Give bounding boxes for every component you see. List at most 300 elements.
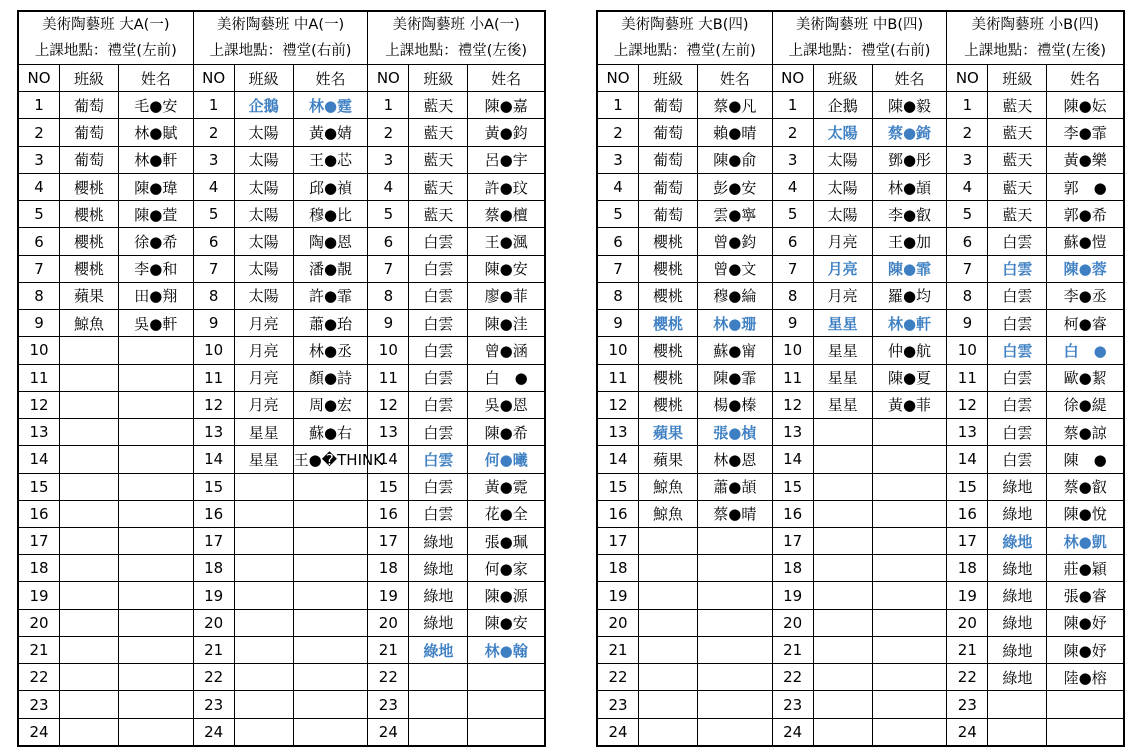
row-class: 月亮 — [813, 228, 872, 255]
table-row — [19, 555, 193, 582]
table-row — [368, 582, 544, 609]
table-row — [194, 310, 368, 337]
row-no: 9 — [368, 310, 409, 337]
table-row — [947, 555, 1123, 582]
row-no: 17 — [773, 527, 814, 554]
table-row — [947, 691, 1123, 718]
row-class: 白雲 — [988, 310, 1047, 337]
table-row — [598, 419, 772, 446]
table-row — [368, 419, 544, 446]
row-no: 3 — [773, 146, 814, 173]
table-row — [368, 446, 544, 473]
row-no: 8 — [368, 282, 409, 309]
row-no: 10 — [773, 337, 814, 364]
row-no: 5 — [773, 201, 814, 228]
row-class: 星星 — [234, 419, 293, 446]
row-class: 太陽 — [234, 119, 293, 146]
row-class: 白雲 — [988, 255, 1047, 282]
row-class — [234, 691, 293, 718]
row-class: 白雲 — [409, 255, 468, 282]
header-row — [19, 65, 193, 92]
row-no: 23 — [773, 691, 814, 718]
table-row — [19, 92, 193, 119]
table-row — [947, 718, 1123, 745]
row-class: 白雲 — [409, 419, 468, 446]
row-name: 林●翰 — [468, 636, 544, 663]
table-row — [773, 228, 947, 255]
row-no: 2 — [773, 119, 814, 146]
header-no: NO — [194, 65, 235, 92]
row-no: 22 — [947, 664, 988, 691]
table-row — [368, 473, 544, 500]
row-name: 許●霏 — [293, 282, 367, 309]
table-row — [773, 310, 947, 337]
row-no: 20 — [19, 609, 60, 636]
table-row — [19, 282, 193, 309]
row-no: 11 — [947, 364, 988, 391]
row-name: 賴●晴 — [698, 119, 772, 146]
row-name: 何●曦 — [468, 446, 544, 473]
row-name: 王●渢 — [468, 228, 544, 255]
row-name: 許●玟 — [468, 173, 544, 200]
class-roster — [598, 12, 773, 745]
class-location: 上課地點：禮堂(左後) — [947, 38, 1123, 65]
header-row — [947, 65, 1123, 92]
row-class: 綠地 — [409, 609, 468, 636]
header-row — [194, 65, 368, 92]
row-class — [639, 718, 698, 745]
class-roster — [194, 12, 384, 745]
row-name — [119, 337, 193, 364]
row-name: 張●珮 — [468, 527, 544, 554]
table-row — [773, 691, 947, 718]
table-row — [947, 173, 1123, 200]
row-name: 歐●絜 — [1047, 364, 1123, 391]
table-row — [194, 718, 368, 745]
row-class: 綠地 — [988, 582, 1047, 609]
row-no: 23 — [947, 691, 988, 718]
row-name: 羅●均 — [872, 282, 946, 309]
header-class: 班級 — [988, 65, 1047, 92]
row-name — [119, 555, 193, 582]
row-class — [234, 636, 293, 663]
row-no: 10 — [947, 337, 988, 364]
row-class — [988, 718, 1047, 745]
row-class: 白雲 — [988, 337, 1047, 364]
class-roster — [19, 12, 194, 745]
row-class — [234, 555, 293, 582]
row-no: 23 — [194, 691, 235, 718]
row-class: 白雲 — [409, 282, 468, 309]
table-row — [194, 609, 368, 636]
row-no: 1 — [598, 92, 639, 119]
row-name: 林●凱 — [1047, 527, 1123, 554]
row-name — [119, 446, 193, 473]
row-name — [872, 718, 946, 745]
row-class — [234, 527, 293, 554]
row-name — [119, 664, 193, 691]
header-no: NO — [368, 65, 409, 92]
table-row — [598, 391, 772, 418]
row-class — [813, 527, 872, 554]
table-row — [947, 119, 1123, 146]
table-row — [773, 718, 947, 745]
row-name: 陳●妤 — [1047, 609, 1123, 636]
row-class — [60, 555, 119, 582]
row-class — [234, 718, 293, 745]
row-no: 15 — [19, 473, 60, 500]
row-class — [409, 718, 468, 745]
table-row — [194, 500, 368, 527]
roster-table — [194, 65, 384, 745]
row-class: 星星 — [234, 446, 293, 473]
class-location: 上課地點：禮堂(右前) — [773, 38, 947, 65]
row-class: 鯨魚 — [60, 310, 119, 337]
row-name — [872, 555, 946, 582]
table-row — [368, 527, 544, 554]
row-name: 蔡●叡 — [1047, 473, 1123, 500]
header-no: NO — [773, 65, 814, 92]
row-class: 櫻桃 — [60, 255, 119, 282]
row-no: 18 — [19, 555, 60, 582]
row-class — [60, 473, 119, 500]
row-name: 彭●安 — [698, 173, 772, 200]
row-no: 4 — [368, 173, 409, 200]
table-row — [947, 310, 1123, 337]
table-row — [19, 391, 193, 418]
row-class: 藍天 — [988, 92, 1047, 119]
row-name — [293, 527, 367, 554]
row-class: 白雲 — [409, 337, 468, 364]
table-row — [598, 173, 772, 200]
row-class — [813, 446, 872, 473]
row-name — [468, 664, 544, 691]
row-class: 藍天 — [409, 146, 468, 173]
table-row — [773, 473, 947, 500]
row-no: 3 — [19, 146, 60, 173]
row-no: 14 — [19, 446, 60, 473]
row-class: 白雲 — [409, 500, 468, 527]
row-no: 17 — [19, 527, 60, 554]
row-no: 15 — [194, 473, 235, 500]
row-class: 蘋果 — [639, 419, 698, 446]
row-no: 7 — [773, 255, 814, 282]
row-name — [872, 473, 946, 500]
table-row — [368, 310, 544, 337]
table-row — [194, 636, 368, 663]
row-name: 徐●希 — [119, 228, 193, 255]
row-class — [639, 555, 698, 582]
row-name — [119, 691, 193, 718]
row-class: 星星 — [813, 310, 872, 337]
header-name: 姓名 — [872, 65, 946, 92]
header-class: 班級 — [60, 65, 119, 92]
row-no: 21 — [368, 636, 409, 663]
row-class — [639, 664, 698, 691]
row-class: 葡萄 — [60, 146, 119, 173]
row-name: 白 ● — [1047, 337, 1123, 364]
table-row — [194, 92, 368, 119]
row-name — [698, 555, 772, 582]
row-class: 月亮 — [234, 310, 293, 337]
row-class — [60, 391, 119, 418]
row-name: 蔡●凡 — [698, 92, 772, 119]
header-class: 班級 — [409, 65, 468, 92]
row-name: 陳 ● — [1047, 446, 1123, 473]
row-name: 林●軒 — [119, 146, 193, 173]
table-row — [947, 419, 1123, 446]
row-no: 1 — [947, 92, 988, 119]
row-class — [639, 609, 698, 636]
row-name — [119, 582, 193, 609]
table-row — [368, 691, 544, 718]
row-no: 5 — [947, 201, 988, 228]
row-name — [293, 555, 367, 582]
row-class: 白雲 — [988, 391, 1047, 418]
row-class: 綠地 — [988, 555, 1047, 582]
row-no: 2 — [368, 119, 409, 146]
row-no: 13 — [19, 419, 60, 446]
table-row — [598, 636, 772, 663]
class-title: 美術陶藝班 小B(四) — [971, 17, 1099, 33]
row-name — [872, 500, 946, 527]
row-no: 20 — [598, 609, 639, 636]
row-name: 楊●榛 — [698, 391, 772, 418]
table-row — [368, 664, 544, 691]
row-class — [639, 527, 698, 554]
row-no: 7 — [194, 255, 235, 282]
row-no: 6 — [947, 228, 988, 255]
row-name: 黃●霓 — [468, 473, 544, 500]
row-class — [813, 555, 872, 582]
row-name: 林●恩 — [698, 446, 772, 473]
class-location: 上課地點：禮堂(左前) — [19, 38, 193, 65]
row-name: 蘇●甯 — [698, 337, 772, 364]
row-name — [698, 691, 772, 718]
row-name: 蕭●頡 — [698, 473, 772, 500]
row-name — [293, 473, 367, 500]
row-name — [119, 364, 193, 391]
row-name — [872, 419, 946, 446]
row-name — [119, 473, 193, 500]
row-no: 7 — [368, 255, 409, 282]
table-row — [947, 146, 1123, 173]
roster-table — [368, 65, 544, 745]
row-name: 蔡●錡 — [872, 119, 946, 146]
row-name: 鄧●彤 — [872, 146, 946, 173]
row-class: 太陽 — [234, 282, 293, 309]
table-row — [773, 609, 947, 636]
row-no: 14 — [773, 446, 814, 473]
table-row — [194, 473, 368, 500]
row-no: 21 — [947, 636, 988, 663]
row-no: 6 — [598, 228, 639, 255]
row-name: 陳●妤 — [1047, 636, 1123, 663]
row-name — [698, 718, 772, 745]
class-title: 美術陶藝班 大B(四) — [621, 17, 749, 33]
row-no: 2 — [598, 119, 639, 146]
table-row — [598, 555, 772, 582]
row-name: 白 ● — [468, 364, 544, 391]
row-no: 21 — [194, 636, 235, 663]
row-name: 林●珊 — [698, 310, 772, 337]
row-no: 12 — [368, 391, 409, 418]
row-name: 郭 ● — [1047, 173, 1123, 200]
table-row — [19, 337, 193, 364]
row-no: 8 — [598, 282, 639, 309]
table-row — [194, 555, 368, 582]
row-name: 吳●恩 — [468, 391, 544, 418]
row-no: 10 — [194, 337, 235, 364]
row-class: 太陽 — [813, 173, 872, 200]
header-name: 姓名 — [468, 65, 544, 92]
row-no: 3 — [947, 146, 988, 173]
row-class — [60, 419, 119, 446]
row-name — [119, 500, 193, 527]
table-row — [598, 527, 772, 554]
row-no: 1 — [19, 92, 60, 119]
row-name — [872, 636, 946, 663]
header-row — [773, 65, 947, 92]
table-row — [368, 119, 544, 146]
row-no: 1 — [368, 92, 409, 119]
table-row — [947, 255, 1123, 282]
table-row — [598, 582, 772, 609]
row-class — [988, 691, 1047, 718]
row-class — [813, 636, 872, 663]
row-name: 陳●希 — [468, 419, 544, 446]
row-no: 23 — [368, 691, 409, 718]
row-name: 李●霏 — [1047, 119, 1123, 146]
row-no: 14 — [598, 446, 639, 473]
table-row — [947, 473, 1123, 500]
row-no: 10 — [598, 337, 639, 364]
table-row — [19, 664, 193, 691]
table-row — [947, 92, 1123, 119]
table-row — [947, 500, 1123, 527]
row-class: 鯨魚 — [639, 500, 698, 527]
row-name: 陳●洼 — [468, 310, 544, 337]
table-row — [194, 664, 368, 691]
row-no: 24 — [29, 722, 49, 741]
row-no: 17 — [598, 527, 639, 554]
table-row — [598, 446, 772, 473]
row-name: 花●全 — [468, 500, 544, 527]
row-no: 24 — [608, 722, 628, 741]
row-no: 2 — [947, 119, 988, 146]
table-row — [19, 255, 193, 282]
row-class: 藍天 — [409, 119, 468, 146]
row-class: 櫻桃 — [639, 255, 698, 282]
row-class: 月亮 — [813, 255, 872, 282]
table-row — [598, 201, 772, 228]
table-row — [368, 718, 544, 745]
row-name: 陸●榕 — [1047, 664, 1123, 691]
row-class: 藍天 — [409, 92, 468, 119]
row-class — [234, 582, 293, 609]
table-row — [947, 527, 1123, 554]
table-row — [368, 255, 544, 282]
row-no: 19 — [368, 582, 409, 609]
row-no: 22 — [368, 664, 409, 691]
table-row — [947, 228, 1123, 255]
row-no: 4 — [947, 173, 988, 200]
row-class — [409, 664, 468, 691]
row-no: 5 — [19, 201, 60, 228]
roster-table — [19, 65, 193, 745]
class-roster — [947, 12, 1123, 745]
row-no: 13 — [194, 419, 235, 446]
class-title: 美術陶藝班 中A(一) — [216, 17, 345, 33]
table-row — [773, 636, 947, 663]
row-no: 15 — [947, 473, 988, 500]
table-row — [368, 173, 544, 200]
row-no: 21 — [598, 636, 639, 663]
table-row — [598, 310, 772, 337]
table-row — [773, 201, 947, 228]
table-row — [368, 337, 544, 364]
row-name — [872, 527, 946, 554]
table-row — [773, 119, 947, 146]
table-row — [194, 146, 368, 173]
row-class — [234, 664, 293, 691]
row-class: 櫻桃 — [60, 173, 119, 200]
table-row — [194, 582, 368, 609]
row-name — [119, 636, 193, 663]
table-row — [194, 119, 368, 146]
row-class — [60, 718, 119, 745]
row-no: 22 — [773, 664, 814, 691]
row-name — [468, 718, 544, 745]
row-name: 郭●希 — [1047, 201, 1123, 228]
row-class — [813, 473, 872, 500]
row-no: 4 — [598, 173, 639, 200]
table-row — [368, 364, 544, 391]
table-row — [947, 282, 1123, 309]
row-name: 何●家 — [468, 555, 544, 582]
row-class: 綠地 — [988, 664, 1047, 691]
row-class: 櫻桃 — [639, 228, 698, 255]
table-row — [598, 337, 772, 364]
table-row — [947, 664, 1123, 691]
table-row — [598, 691, 772, 718]
row-class: 綠地 — [409, 527, 468, 554]
table-row — [19, 582, 193, 609]
table-row — [194, 419, 368, 446]
row-name: 黃●樂 — [1047, 146, 1123, 173]
row-name: 毛●安 — [119, 92, 193, 119]
header-class: 班級 — [813, 65, 872, 92]
table-row — [368, 282, 544, 309]
table-row — [773, 500, 947, 527]
roster-table — [773, 65, 947, 745]
row-name — [293, 609, 367, 636]
class-title: 美術陶藝班 大A(一) — [42, 17, 170, 33]
row-name: 穆●比 — [293, 201, 367, 228]
row-class — [60, 527, 119, 554]
table-row — [773, 582, 947, 609]
class-roster — [368, 12, 544, 745]
row-name: 王●加 — [872, 228, 946, 255]
row-class — [60, 636, 119, 663]
table-row — [194, 228, 368, 255]
row-no: 22 — [19, 664, 60, 691]
row-name — [872, 582, 946, 609]
class-title: 美術陶藝班 小A(一) — [392, 17, 520, 33]
row-class: 櫻桃 — [639, 337, 698, 364]
row-name: 雲●寧 — [698, 201, 772, 228]
row-no: 24 — [957, 722, 977, 741]
